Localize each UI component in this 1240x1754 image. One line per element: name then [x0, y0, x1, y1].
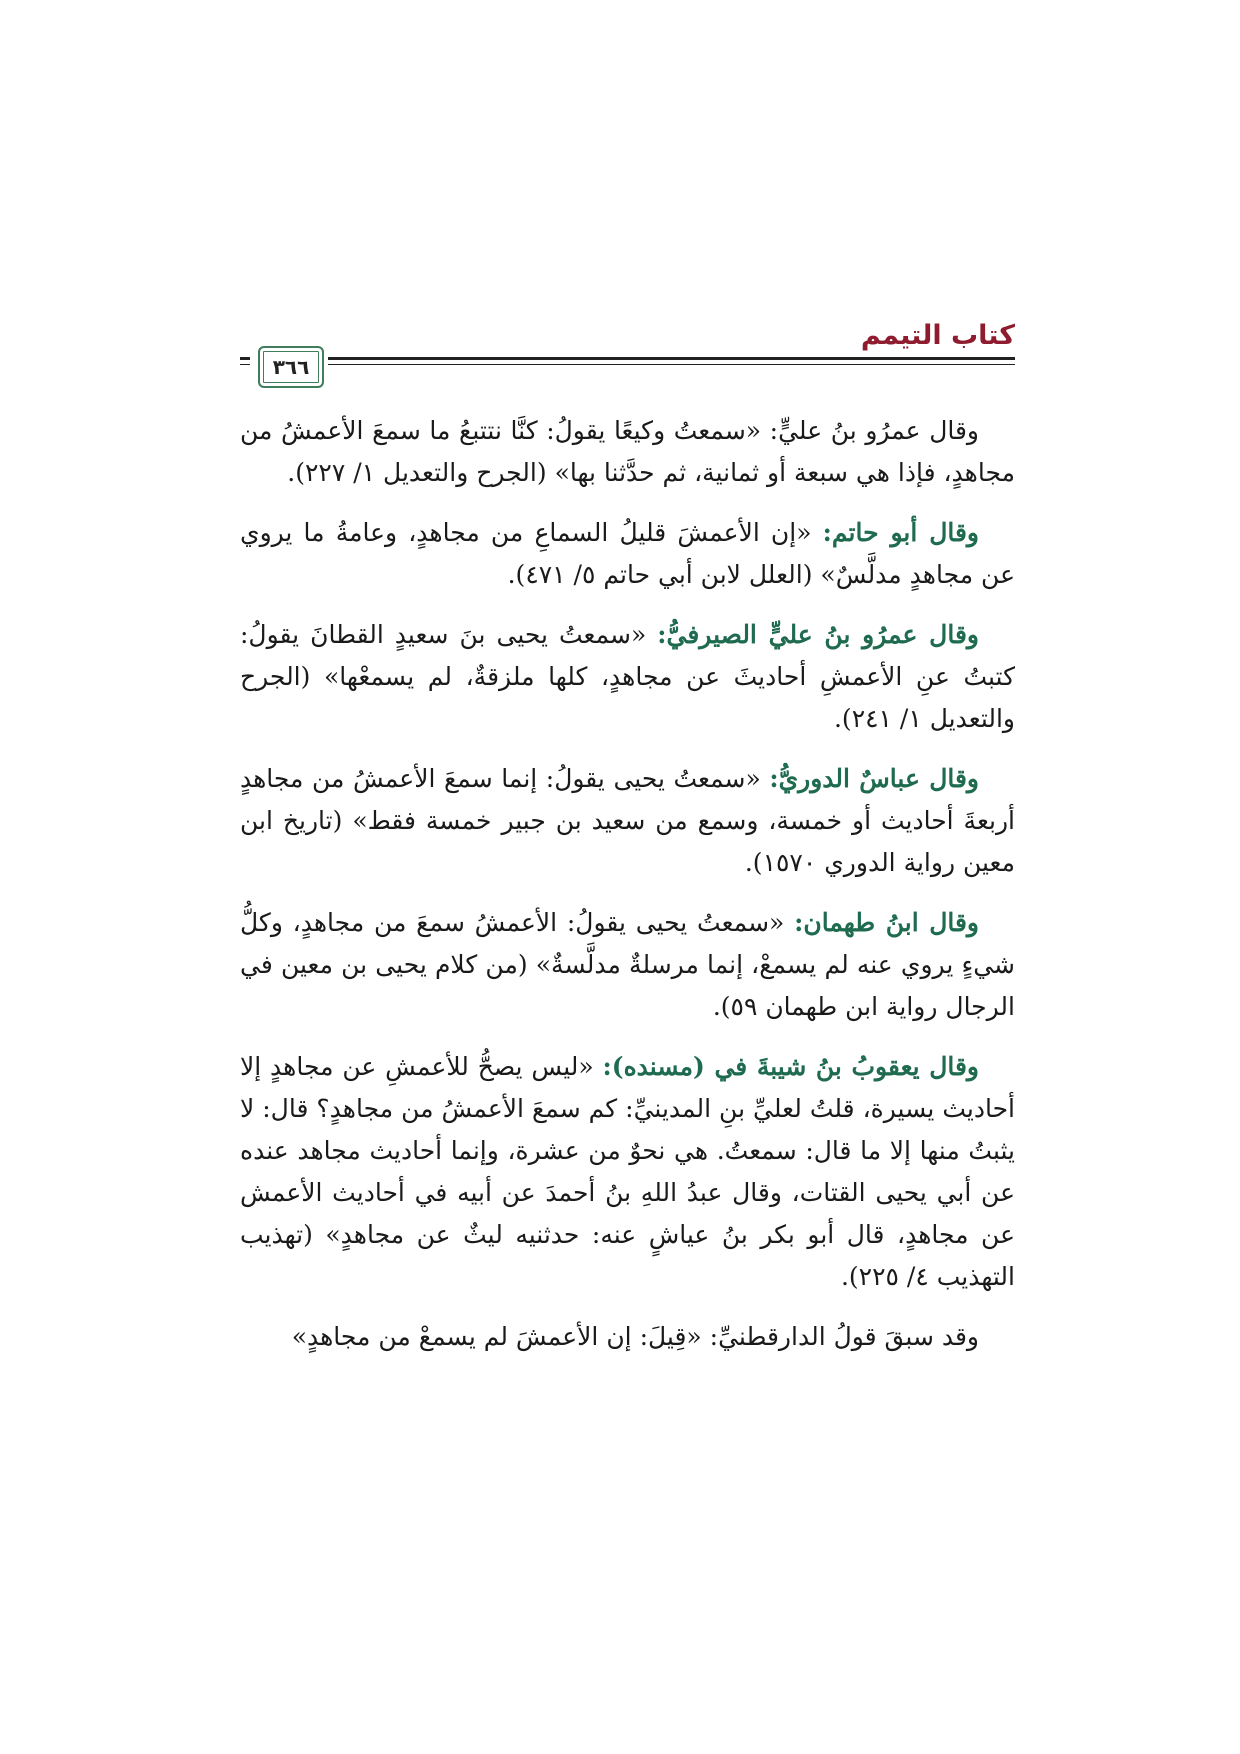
page-body [240, 410, 1015, 1376]
paragraph-speaker: وقال أبو حاتم: [822, 518, 979, 547]
paragraph-text: وقال عمرُو بنُ عليٍّ: «سمعتُ وكيعًا يقولُ: كنَّا نتتبعُ ما سمعَ الأعمشُ من مجاهدٍ، فإذا هي سبعة أو ثمانية، ثم حدَّثنا بها» (الجرح والتعديل ١/ ٢٢٧). [240, 416, 1015, 487]
paragraph-text: «سمعتُ يحيى بنَ سعيدٍ القطانَ يقولُ: كتبتُ عنِ الأعمشِ أحاديثَ عن مجاهدٍ، كلها ملزقةٌ، لم يسمعْها» (الجرح والتعديل ١/ ٢٤١). [240, 620, 1015, 733]
book-title: كتاب التيمم [860, 320, 1015, 351]
paragraph-7 [240, 1316, 1015, 1358]
paragraph-text: «سمعتُ يحيى يقولُ: الأعمشُ سمعَ من مجاهدٍ، وكلُّ شيءٍ يروي عنه لم يسمعْ، إنما مرسلةٌ مدلَّسةٌ» (من كلام يحيى بن معين في الرجال رواية ابن طهمان ٥٩). [240, 908, 1015, 1021]
paragraph-5 [240, 902, 1015, 1028]
paragraph-speaker: وقال عباسٌ الدوريُّ: [769, 764, 979, 793]
paragraph-1 [240, 410, 1015, 494]
paragraph-text: «سمعتُ يحيى يقولُ: إنما سمعَ الأعمشُ من مجاهدٍ أربعةَ أحاديث أو خمسة، وسمع من سعيد بن جبير خمسة فقط» (تاريخ ابن معين رواية الدوري ١٥٧٠). [240, 764, 1015, 877]
paragraph-speaker: وقال عمرُو بنُ عليٍّ الصيرفيُّ: [657, 620, 979, 649]
page-header [240, 318, 1015, 390]
paragraph-speaker: وقال يعقوبُ بنُ شيبةَ في (مسنده): [602, 1052, 979, 1081]
paragraph-2 [240, 512, 1015, 596]
page-number-badge [258, 346, 324, 388]
header-rule-thick [240, 357, 1015, 360]
page-number: ٣٦٦ [272, 355, 310, 379]
header-rule-thin [240, 364, 1015, 365]
paragraph-6 [240, 1046, 1015, 1298]
paragraph-speaker: وقال ابنُ طهمان: [794, 908, 979, 937]
paragraph-text: «ليس يصحُّ للأعمشِ عن مجاهدٍ إلا أحاديث يسيرة، قلتُ لعليِّ بنِ المدينيِّ: كم سمعَ الأعمشُ من مجاهدٍ؟ قال: لا يثبتُ منها إلا ما قال: سمعتُ. هي نحوٌ من عشرة، وإنما أحاديث مجاهد عنده عن أبي يحيى القتات، وقال عبدُ اللهِ بنُ أحمدَ عن أبيه في أحاديث الأعمش عن مجاهدٍ، قال أبو بكر بنُ عياشٍ عنه: حدثنيه ليثٌ عن مجاهدٍ» (تهذيب التهذيب ٤/ ٢٢٥). [240, 1052, 1015, 1291]
paragraph-text: وقد سبقَ قولُ الدارقطنيِّ: «قِيلَ: إن الأعمشَ لم يسمعْ من مجاهدٍ» [291, 1322, 979, 1351]
paragraph-text: «إن الأعمشَ قليلُ السماعِ من مجاهدٍ، وعامةُ ما يروي عن مجاهدٍ مدلَّسٌ» (العلل لابن أبي حاتم ٥/ ٤٧١). [240, 518, 1015, 589]
paragraph-4 [240, 758, 1015, 884]
paragraph-3 [240, 614, 1015, 740]
